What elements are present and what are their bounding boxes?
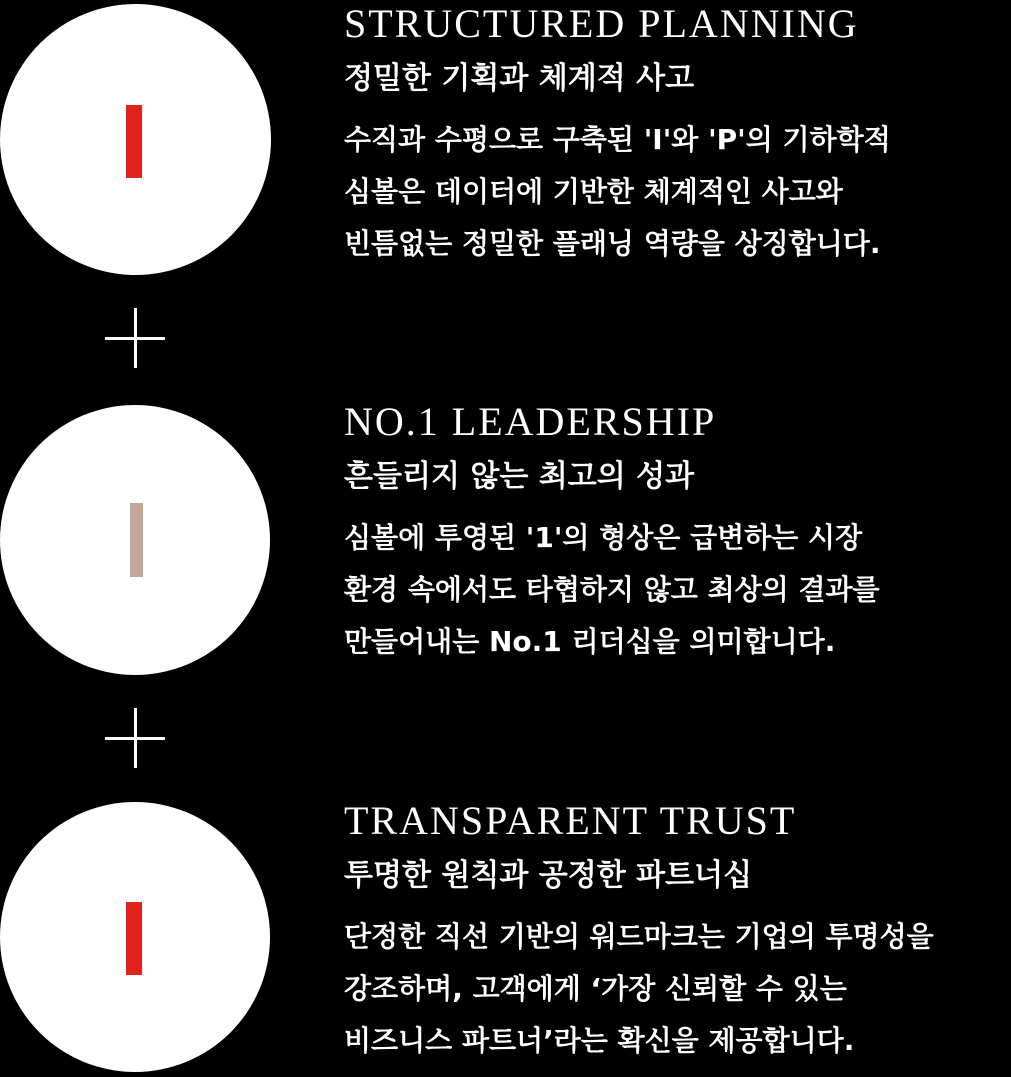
body-line: 수직과 수평으로 구축된 'I'와 'P'의 기하학적 xyxy=(344,123,891,156)
section-no1-leadership xyxy=(344,400,1011,668)
body-line: 심볼에 투영된 '1'의 형상은 급변하는 시장 xyxy=(344,521,863,554)
structured-planning-symbol-circle xyxy=(0,4,271,275)
body-line: 빈틈없는 정밀한 플래닝 역량을 상징합니다. xyxy=(344,227,881,260)
section-body xyxy=(344,911,1011,1067)
body-line: 비즈니스 파트너’라는 확신을 제공합니다. xyxy=(344,1024,855,1057)
section-transparent-trust xyxy=(344,799,1011,1067)
section-structured-planning xyxy=(344,2,1011,270)
plus-icon xyxy=(105,308,165,368)
body-line: 만들어내는 No.1 리더십을 의미합니다. xyxy=(344,625,836,658)
section-subtitle: 투명한 원칙과 공정한 파트너십 xyxy=(344,858,753,893)
no1-leadership-symbol-circle xyxy=(0,405,270,675)
transparent-trust-symbol-circle xyxy=(0,802,270,1072)
body-line: 단정한 직선 기반의 워드마크는 기업의 투명성을 xyxy=(344,920,934,953)
red-vertical-bar-mark xyxy=(126,902,142,975)
body-line: 심볼은 데이터에 기반한 체계적인 사고와 xyxy=(344,175,843,208)
body-line: 강조하며, 고객에게 ‘가장 신뢰할 수 있는 xyxy=(344,972,847,1005)
section-body xyxy=(344,512,1011,668)
plus-icon xyxy=(105,708,165,768)
section-title: TRANSPARENT TRUST xyxy=(344,798,797,843)
section-title: STRUCTURED PLANNING xyxy=(344,1,859,46)
section-subtitle: 정밀한 기획과 체계적 사고 xyxy=(344,61,695,96)
red-vertical-bar-mark xyxy=(126,105,142,178)
body-line: 환경 속에서도 타협하지 않고 최상의 결과를 xyxy=(344,573,880,606)
section-subtitle: 흔들리지 않는 최고의 성과 xyxy=(344,459,695,494)
rose-vertical-bar-mark xyxy=(130,503,143,577)
section-title: NO.1 LEADERSHIP xyxy=(344,399,717,444)
section-body xyxy=(344,114,1011,270)
